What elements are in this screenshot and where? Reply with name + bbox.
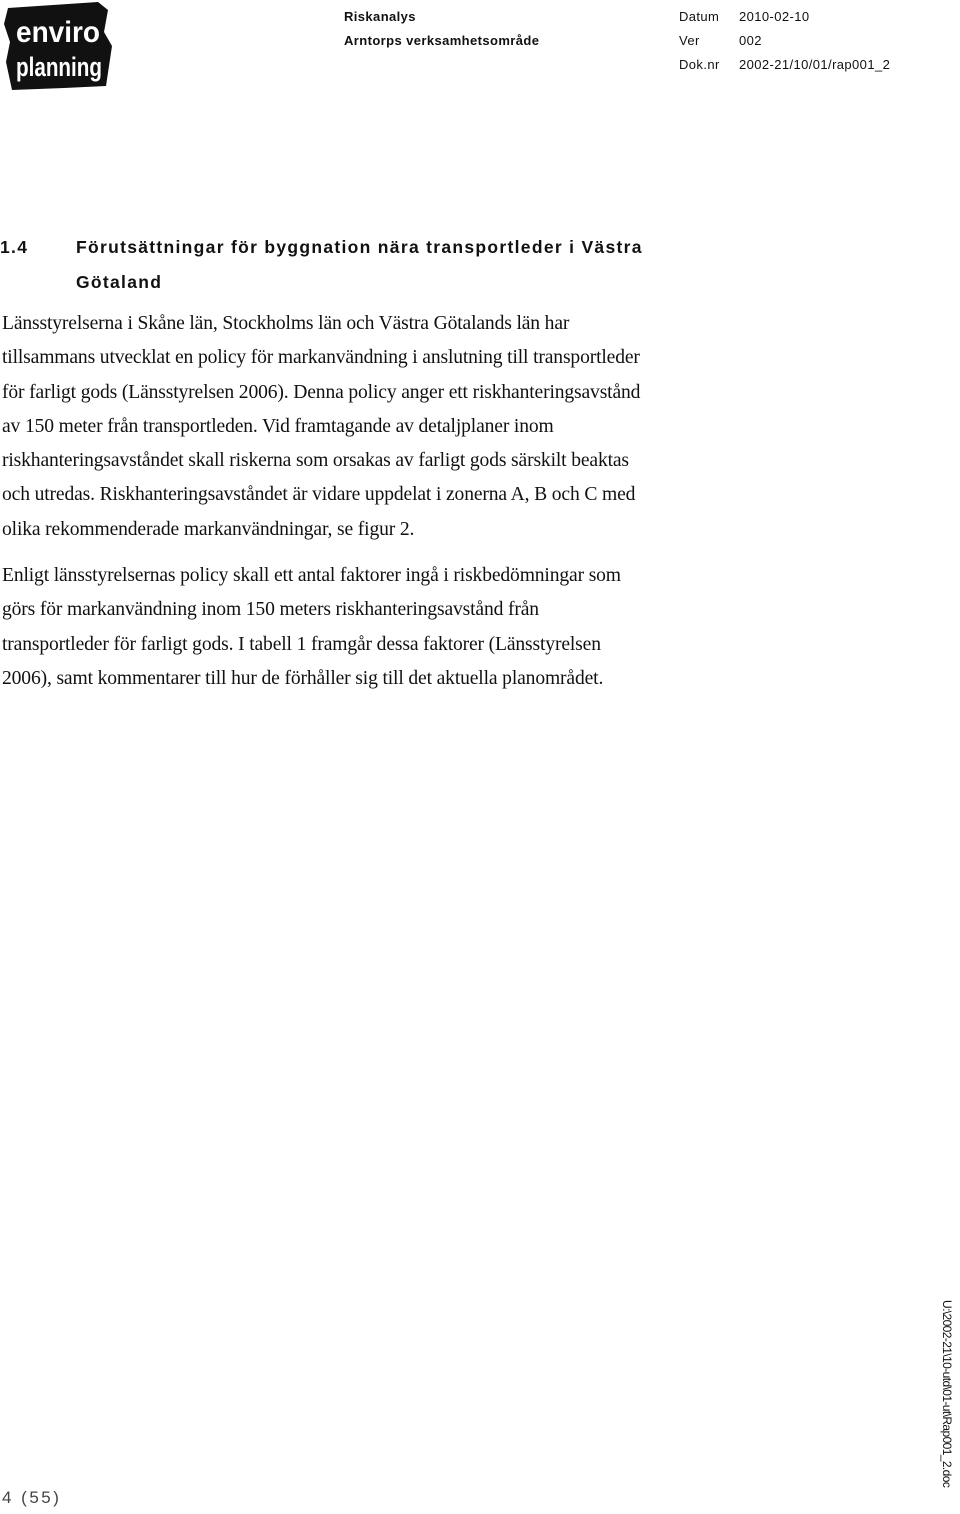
file-path: U:\2002-21\10-utd\01-ut\Rap001_2.doc	[940, 1300, 954, 1488]
paragraph-line: Enligt länsstyrelsernas policy skall ett antal faktorer ingå i riskbedömningar som	[2, 565, 621, 586]
paragraph-line: Länsstyrelserna i Skåne län, Stockholms län och Västra Götalands län har	[2, 313, 570, 334]
paragraph-line: tillsammans utvecklat en policy för markanvändning i anslutning till transportleder	[2, 347, 640, 369]
body-paragraph-1	[2, 307, 762, 547]
paragraph-line: 2006), samt kommentarer till hur de förhåller sig till det aktuella planområdet.	[2, 667, 604, 689]
date-value: 2010-02-10	[739, 9, 810, 24]
paragraph-line: görs för markanvändning inom 150 meters riskhanteringsavstånd från	[2, 599, 539, 621]
paragraph-line: för farligt gods (Länsstyrelsen 2006). Denna policy anger ett riskhanteringsavstånd	[2, 381, 641, 403]
paragraph-line: riskhanteringsavståndet skall riskerna som orsakas av farligt gods särskilt beaktas	[2, 450, 629, 472]
doc-subtitle: Arntorps verksamhetsområde	[344, 33, 540, 48]
section-title: Förutsättningar för byggnation nära transportleder i Västra Götaland	[76, 237, 643, 292]
section-number: 1.4	[0, 237, 29, 257]
enviro-planning-logo	[4, 2, 114, 90]
doknr-label: Dok.nr	[679, 57, 720, 72]
date-label: Datum	[679, 9, 720, 24]
body-paragraph-2	[2, 559, 762, 696]
paragraph-line: av 150 meter från transportleden. Vid framtagande av detaljplaner inom	[2, 415, 554, 437]
paragraph-line: och utredas. Riskhanteringsavståndet är vidare uppdelat i zonerna A, B och C med	[2, 484, 636, 506]
version-label: Ver	[679, 33, 700, 48]
doc-title: Riskanalys	[344, 9, 416, 24]
logo-text-top: enviro	[16, 16, 100, 49]
logo-mark	[4, 2, 114, 90]
paragraph-line: transportleder för farligt gods. I tabell 1 framgår dessa faktorer (Länsstyrelsen	[2, 633, 601, 655]
paragraph-line: olika rekommenderade markanvändningar, se figur 2.	[2, 518, 415, 540]
logo-text-bottom: planning	[16, 52, 102, 82]
doknr-value: 2002-21/10/01/rap001_2	[739, 57, 891, 72]
page-number: 4 (55)	[2, 1488, 62, 1507]
version-value: 002	[739, 33, 762, 48]
